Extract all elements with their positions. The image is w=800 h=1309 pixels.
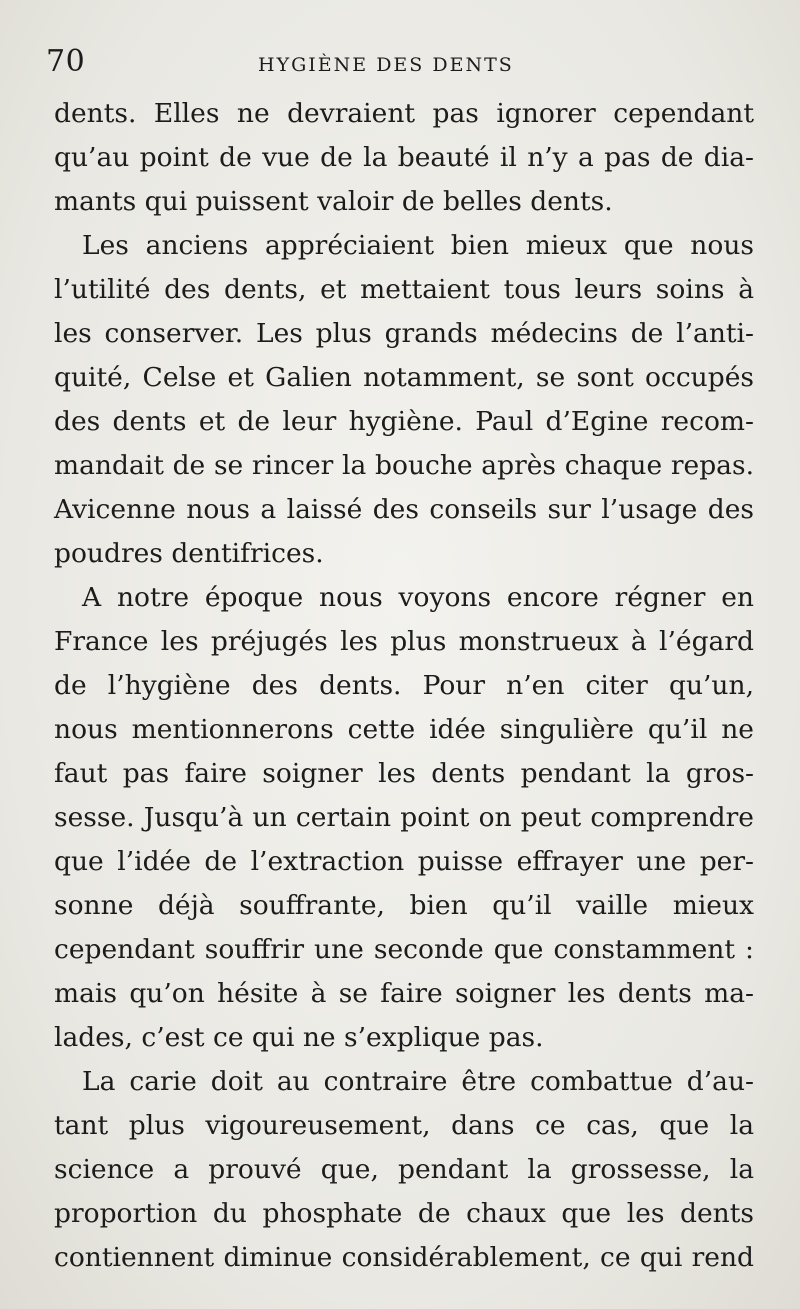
page-number: 70 (46, 44, 86, 79)
text-line: des dents et de leur hygiène. Paul d’Egine recom- (54, 406, 754, 437)
text-line: mais qu’on hésite à se faire soigner les dents ma- (54, 978, 754, 1009)
text-line: sonne déjà souffrante, bien qu’il vaille mieux (54, 890, 754, 921)
running-title: HYGIÈNE DES DENTS (258, 54, 514, 76)
text-line: sesse. Jusqu’à un certain point on peut comprendre (54, 802, 754, 833)
text-line: qu’au point de vue de la beauté il n’y a pas de dia- (54, 142, 754, 173)
text-line: les conserver. Les plus grands médecins de l’anti- (54, 318, 754, 349)
text-line: science a prouvé que, pendant la grossesse, la (54, 1154, 754, 1185)
text-line: Les anciens appréciaient bien mieux que nous (82, 230, 754, 261)
text-line: faut pas faire soigner les dents pendant la gros- (54, 758, 754, 789)
text-line: mants qui puissent valoir de belles dents. (54, 186, 613, 217)
text-line: mandait de se rincer la bouche après chaque repas. (54, 450, 754, 481)
text-line: lades, c’est ce qui ne s’explique pas. (54, 1022, 544, 1053)
text-line: tant plus vigoureusement, dans ce cas, que la (54, 1110, 754, 1141)
text-line: France les préjugés les plus monstrueux à l’égard (54, 626, 754, 657)
text-line: A notre époque nous voyons encore régner en (82, 582, 754, 613)
text-line: l’utilité des dents, et mettaient tous leurs soins à (54, 274, 754, 305)
text-line: proportion du phosphate de chaux que les dents (54, 1198, 754, 1229)
text-line: dents. Elles ne devraient pas ignorer cependant (54, 98, 754, 129)
text-line: Avicenne nous a laissé des conseils sur l’usage des (54, 494, 754, 525)
body-text (54, 92, 754, 1280)
text-line: de l’hygiène des dents. Pour n’en citer qu’un, (54, 670, 754, 701)
text-line: nous mentionnerons cette idée singulière qu’il ne (54, 714, 754, 745)
text-line: La carie doit au contraire être combattue d’au- (82, 1066, 754, 1097)
text-line: contiennent diminue considérablement, ce qui rend (54, 1242, 754, 1273)
page-header (46, 40, 752, 84)
text-line: poudres dentifrices. (54, 538, 324, 569)
text-line: que l’idée de l’extraction puisse effrayer une per- (54, 846, 754, 877)
text-line: cependant souffrir une seconde que constamment : (54, 934, 754, 965)
text-line: quité, Celse et Galien notamment, se sont occupés (54, 362, 754, 393)
